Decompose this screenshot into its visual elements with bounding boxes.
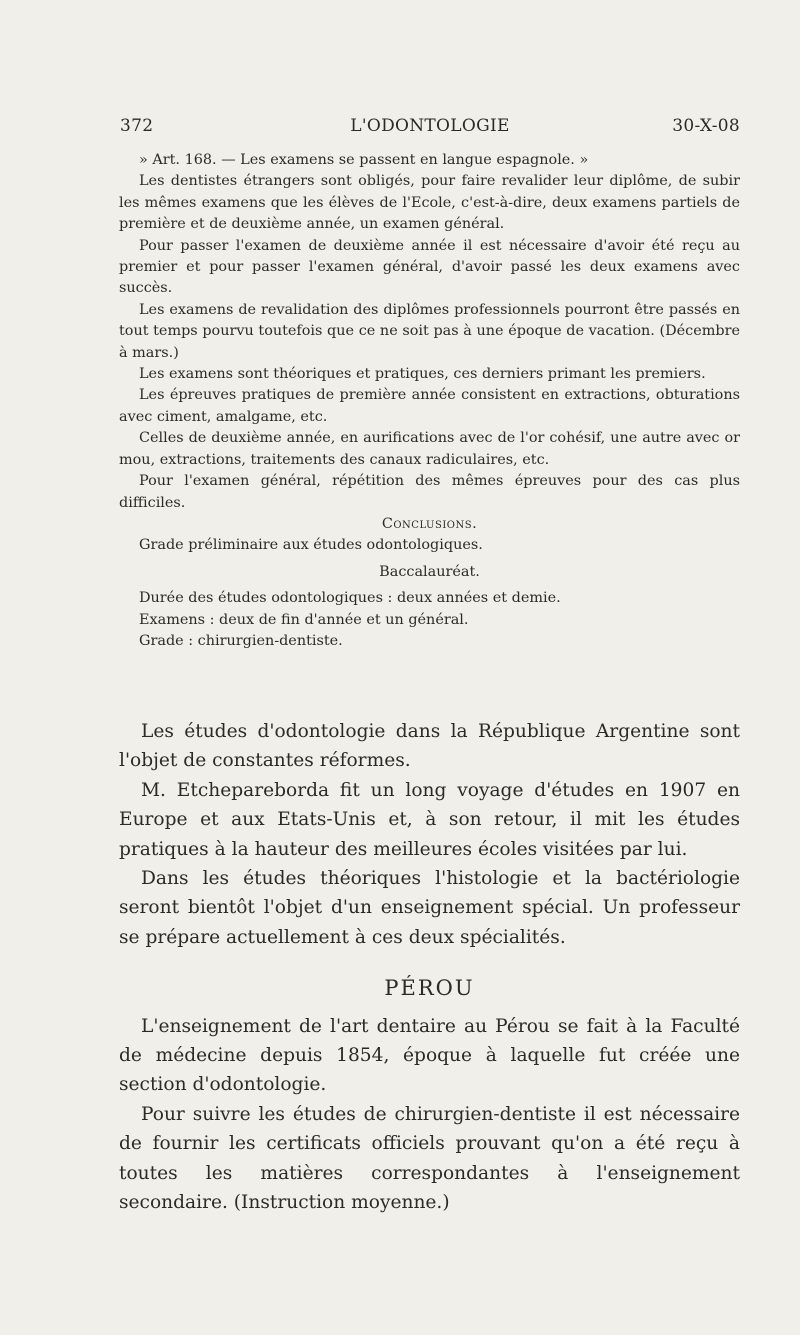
foreign-dentists-paragraph: Les dentistes étrangers sont obligés, pour faire revalider leur diplôme, de subir les mêmes examens que les élèves de l'Ecole, c'est-à-dire, deux examens partiels de première et de deuxième année, un examen général. <box>119 173 740 233</box>
perou-teaching-paragraph: L'enseignement de l'art dentaire au Pérou se fait à la Faculté de médecine depuis 1854, époque à laquelle fut créée une section d'odontologie. <box>119 1015 740 1096</box>
issue-date: 30-X-08 <box>672 116 740 136</box>
main-text-section <box>119 717 740 1218</box>
duration-line: Durée des études odontologiques : deux années et demie. <box>139 590 561 607</box>
exam-types-paragraph: Les examens sont théoriques et pratiques, ces derniers primant les premiers. <box>139 366 706 383</box>
general-exam-paragraph: Pour l'examen général, répétition des mêmes épreuves pour des cas plus difficiles. <box>119 473 740 511</box>
exams-line: Examens : deux de fin d'année et un général. <box>139 611 469 628</box>
argentina-reforms-paragraph: Les études d'odontologie dans la République Argentine sont l'objet de constantes réformes. <box>119 721 740 772</box>
second-year-exam-paragraph: Pour passer l'examen de deuxième année il est nécessaire d'avoir été reçu au premier et pour passer l'examen général, d'avoir passé les deux examens avec succès. <box>119 237 740 297</box>
grade-line: Grade : chirurgien-dentiste. <box>139 632 343 649</box>
first-year-practical-paragraph: Les épreuves pratiques de première année consistent en extractions, obturations avec ciment, amalgame, etc. <box>119 387 740 425</box>
page-number: 372 <box>120 116 154 136</box>
perou-requirements-paragraph: Pour suivre les études de chirurgien-dentiste il est nécessaire de fournir les certificats officiels prouvant qu'on a été reçu à toutes les matières correspondantes à l'enseignement secondaire. (Instruction moyenne.) <box>119 1103 740 1214</box>
article-168-paragraph: » Art. 168. — Les examens se passent en langue espagnole. » <box>139 152 589 168</box>
etchepareborda-paragraph: M. Etchepareborda fit un long voyage d'études en 1907 en Europe et aux Etats-Unis et, à son retour, il mit les études pratiques à la hauteur des meilleures écoles visitées par lui. <box>119 779 740 860</box>
exam-regulations-section <box>119 150 740 652</box>
running-header <box>120 116 740 142</box>
second-year-practical-paragraph: Celles de deuxième année, en aurifications avec de l'or cohésif, une autre avec or mou, extractions, traitements des canaux radiculaires, etc. <box>119 430 740 468</box>
conclusions-heading: Conclusions. <box>381 515 478 532</box>
revalidation-paragraph: Les examens de revalidation des diplômes professionnels pourront être passés en tout temps pourvu toutefois que ce ne soit pas à une époque de vacation. (Décembre à mars.) <box>119 301 740 361</box>
theoretical-studies-paragraph: Dans les études théoriques l'histologie et la bactériologie seront bientôt l'objet d'un enseignement spécial. Un professeur se prépare actuellement à ces deux spécialités. <box>119 868 740 948</box>
baccalaureat-heading: Baccalauréat. <box>379 563 480 580</box>
perou-heading: PÉROU <box>384 976 475 1001</box>
journal-title: L'ODONTOLOGIE <box>350 116 510 136</box>
grade-preliminary-line: Grade préliminaire aux études odontologiques. <box>139 537 483 554</box>
